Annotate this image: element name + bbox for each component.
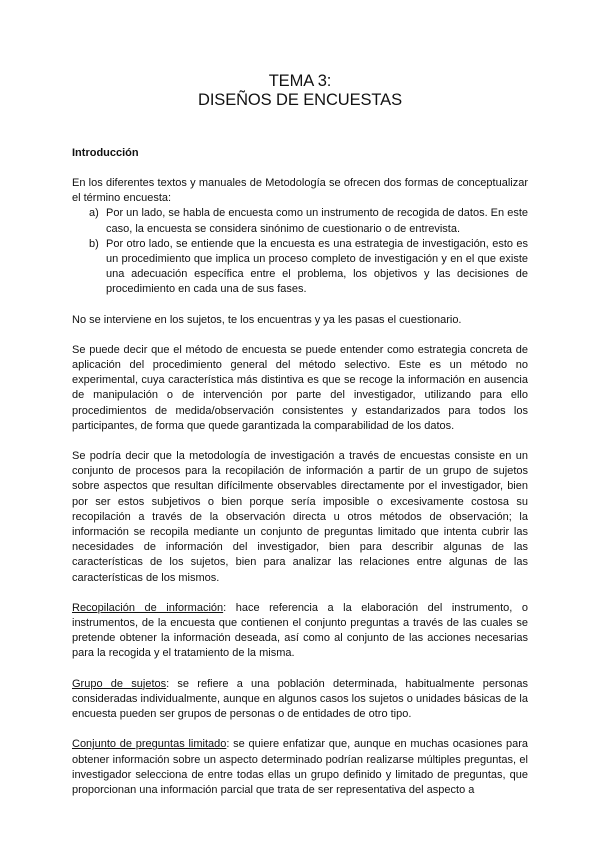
list-marker: b): [89, 237, 99, 250]
list-item-text: Por otro lado, se entiende que la encuesta es una estrategia de investigación, esto es un procedimiento que implica un proceso completo de investigación y en el que existe una adecuación específica entre el problema, los objetivos y las decisiones de procedimiento en cada una de sus fases.: [106, 237, 528, 296]
title-line-1: TEMA 3:: [268, 72, 332, 90]
method-paragraph: Se puede decir que el método de encuesta se puede entender como estrategia concreta de aplicación del procedimiento general del método selectivo. Este es un método no experimental, cuya característica más distintiva es que se recoge la información en ausencia de manipulación o de intervención por parte del investigador, utilizando para ello procedimientos de medida/observación consistentes y estandarizados para todos los participantes, de forma que quede garantizada la comparabilidad de los datos.: [72, 343, 528, 432]
list-item-text: Por un lado, se habla de encuesta como un instrumento de recogida de datos. En este caso, la encuesta se considera sinónimo de cuestionario o de entrevista.: [106, 207, 528, 235]
intro-paragraph: En los diferentes textos y manuales de Metodología se ofrecen dos formas de conceptualizar el término encuesta:: [72, 177, 528, 205]
definition-text: : hace referencia a la elaboración del instrumento, o instrumentos, de la encuesta que contienen el conjunto preguntas a través de las cuales se pretende obtener la información deseada, así como al conjunto de las acciones necesarias para la recogida y el tratamiento de la misma.: [72, 601, 529, 660]
definition-text: : se quiere enfatizar que, aunque en muchas ocasiones para obtener información sobre un aspecto determinado podrían realizarse múltiples preguntas, el investigador selecciona de entre todas ellas un grupo definido y limitado de preguntas, que proporcionan una información parcial que trata de ser representativa del aspecto a: [72, 738, 528, 796]
document-page: [72, 72, 528, 798]
document-title: [72, 72, 528, 110]
methodology-paragraph: Se podría decir que la metodología de investigación a través de encuestas consiste en un conjunto de procesos para la recopilación de información a partir de un grupo de sujetos sobre aspectos que resultan difícilmente observables directamente por el investigador, bien por ser estos subjetivos o bien porque sería imposible o excesivamente costosa su recopilación a través de la observación directa u otros métodos de observación; la información se recopila mediante un conjunto de preguntas limitado que intenta cubrir las necesidades de información del investigador, bien para describir algunas de las características de los sujetos, bien para analizar las relaciones entre algunas de las características de los mismos.: [72, 450, 528, 584]
title-line-2: DISEÑOS DE ENCUESTAS: [198, 91, 402, 109]
list-item: [72, 237, 528, 298]
definition-term: Conjunto de preguntas limitado: [72, 738, 227, 751]
definition-list: [72, 206, 528, 297]
definition-recopilacion: [72, 601, 528, 662]
list-marker: a): [89, 207, 99, 220]
definition-conjunto-preguntas: [72, 737, 528, 798]
definition-grupo-sujetos: [72, 677, 528, 723]
definition-term: Recopilación de información: [72, 601, 224, 614]
note-paragraph: No se interviene en los sujetos, te los encuentras y ya les pasas el cuestionario.: [72, 313, 462, 326]
definition-term: Grupo de sujetos: [72, 677, 167, 690]
intro-heading: Introducción: [72, 147, 139, 159]
list-item: [72, 206, 528, 236]
definition-text: : se refiere a una población determinada, habitualmente personas consideradas individualmente, aunque en algunos casos los sujetos o unidades básicas de la encuesta pueden ser grupos de personas o de entidades de otro tipo.: [72, 677, 528, 721]
